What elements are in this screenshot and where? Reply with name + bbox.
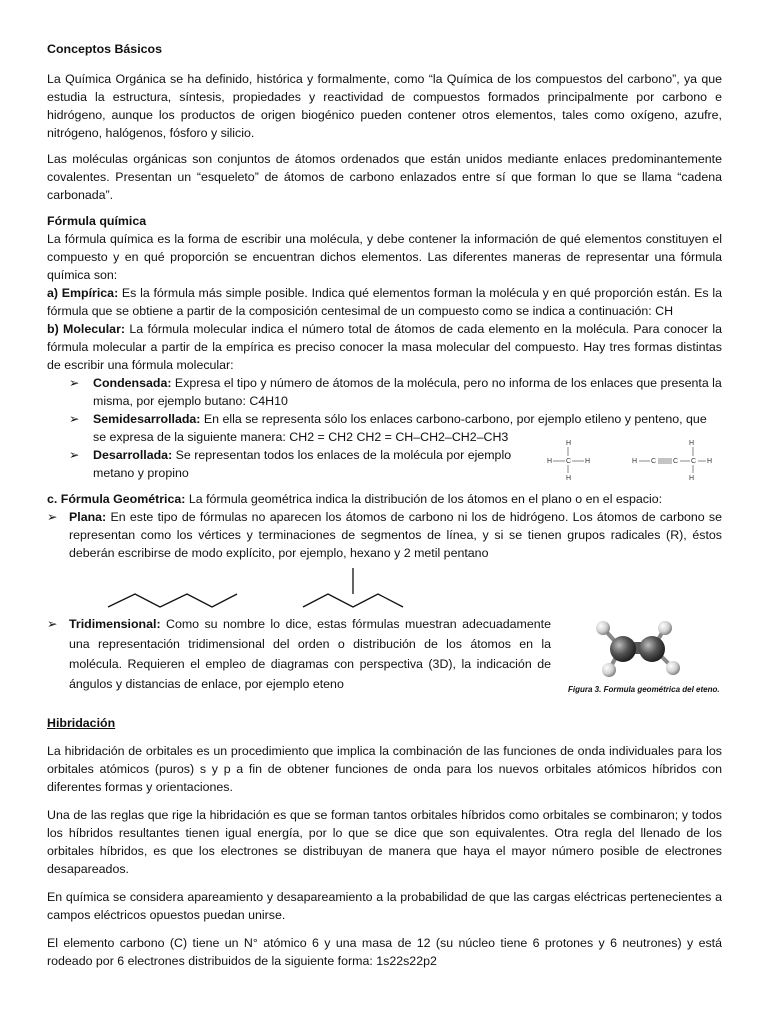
methylpentane-skeleton <box>303 594 403 607</box>
list-item-plana <box>47 508 722 562</box>
tridimensional-text: Como su nombre lo dice, estas fórmulas muestran adecuadamente una representación tridimensional del orden o distribución de los átomos en la molécula. Requieren el empleo de diagramas con perspectiva (3D), la indicación de ángulos y distancias de enlace, por ejemplo eteno <box>69 617 551 691</box>
hibridacion-paragraph-1: La hibridación de orbitales es un procedimiento que implica la combinación de las funciones de onda individuales para los orbitales atómicos (puros) s y p a fin de obtener funciones de onda para los nuevos orbitales atómicos híbridos con diferentes formas y orientaciones. <box>47 744 722 794</box>
atom-label: C <box>651 458 657 465</box>
atom-label: H <box>707 458 713 465</box>
condensada-label: Condensada: <box>93 376 172 390</box>
hibridacion-paragraph-2: Una de las reglas que rige la hibridación es que se forman tantos orbitales híbridos como orbitales se combinaron; y todos los híbridos resultantes tienen igual energía, por lo que se dice que son equivalentes. Otra regla del llenado de los orbitales híbridos, es que los electrones se distribuyan de manera que haya el mayor número posible de electrones desapareados. <box>47 808 722 876</box>
figure-caption: Figura 3. Formula geométrica del eteno. <box>568 685 720 694</box>
semidesarrollada-text: En ella se representa sólo los enlaces carbono-carbono, por ejemplo etileno y penteno, que se expresa de la siguiente manera: CH2 = CH2 CH2 = CH–CH2–CH2–CH3 <box>93 412 707 444</box>
atom-label: H <box>689 440 695 447</box>
molecular-paragraph <box>47 320 722 374</box>
arrow-bullet-icon: ➢ <box>47 510 58 524</box>
hibridacion-paragraph-3: En química se considera apareamiento y desapareamiento a la probabilidad de que las cargas eléctricas pertenecientes a campos eléctricos opuestos puedan unirse. <box>47 890 722 922</box>
hydrogen-atom <box>602 663 616 677</box>
formula-text: La fórmula química es la forma de escribir una molécula, y debe contener la información de qué elementos constituyen el compuesto y en qué proporción se encuentran dichos elementos. Las diferentes maneras de representar una fórmula química son: <box>47 232 722 282</box>
hydrogen-atom <box>596 621 610 635</box>
desarrollada-label: Desarrollada: <box>93 448 173 462</box>
atom-label: H <box>547 458 553 465</box>
atom-label: H <box>689 475 695 482</box>
arrow-bullet-icon: ➢ <box>69 448 80 462</box>
atom-label: H <box>632 458 638 465</box>
carbon-atom <box>639 636 665 662</box>
semidesarrollada-label: Semidesarrollada: <box>93 412 201 426</box>
atom-label: H <box>585 458 591 465</box>
desarrollada-formulas-diagram <box>540 436 720 486</box>
intro-paragraph-1: La Química Orgánica se ha definido, histórica y formalmente, como “la Química de los compuestos del carbono”, ya que estudia la estructura, síntesis, propiedades y reactividad de compuestos formados principalmente por carbono e hidrógeno, aunque los productos de origen biogénico pueden contener otros elementos, tales como oxígeno, azufre, nitrógeno, halógenos, fósforo y silicio. <box>47 72 722 140</box>
formula-heading: Fórmula química <box>47 214 147 228</box>
arrow-bullet-icon: ➢ <box>69 412 80 426</box>
tridimensional-label: Tridimensional: <box>69 617 161 631</box>
molecular-label: b) Molecular: <box>47 322 126 336</box>
molecular-text: La fórmula molecular indica el número total de átomos de cada elemento en la molécula. Para conocer la fórmula molecular a partir de la empírica es preciso conocer la masa molecular del compuesto. Hay tres formas distintas de escribir una fórmula molecular: <box>47 322 722 372</box>
atom-label: C <box>691 458 697 465</box>
geometrica-label: c. Fórmula Geométrica: <box>47 492 186 506</box>
intro-paragraph-2: Las moléculas orgánicas son conjuntos de átomos ordenados que están unidos mediante enlaces predominantemente covalentes. Presentan un “esqueleto” de átomos de carbono enlazados entre sí que forman lo que se llama “cadena carbonada”. <box>47 152 722 202</box>
atom-label: H <box>566 475 572 482</box>
hexane-skeleton <box>108 594 237 607</box>
atom-label: C <box>566 458 572 465</box>
list-item-tridimensional <box>47 614 551 694</box>
list-item-desarrollada <box>47 446 533 482</box>
geometrica-text: La fórmula geométrica indica la distribución de los átomos en el plano o en el espacio: <box>185 492 663 506</box>
skeletal-formulas-diagram <box>100 563 460 613</box>
empirica-paragraph <box>47 284 722 320</box>
ethene-3d-figure <box>585 612 695 684</box>
geometrica-paragraph <box>47 490 722 508</box>
hibridacion-heading: Hibridación <box>47 716 116 730</box>
arrow-bullet-icon: ➢ <box>69 376 80 390</box>
page-title: Conceptos Básicos <box>47 42 162 56</box>
plana-label: Plana: <box>69 510 107 524</box>
hydrogen-atom <box>658 621 672 635</box>
atom-label: C <box>673 458 679 465</box>
empirica-label: a) Empírica: <box>47 286 119 300</box>
atom-label: H <box>566 440 572 447</box>
hibridacion-paragraph-4: El elemento carbono (C) tiene un N° atómico 6 y una masa de 12 (su núcleo tiene 6 protones y 6 neutrones) y está rodeado por 6 electrones distribuidos de la siguiente forma: 1s22s22p2 <box>47 936 722 968</box>
arrow-bullet-icon: ➢ <box>47 617 58 631</box>
carbon-atom <box>610 636 636 662</box>
list-item-condensada <box>47 374 722 410</box>
hibridacion-section <box>47 714 722 970</box>
condensada-text: Expresa el tipo y número de átomos de la molécula, pero no informa de los enlaces que presenta la misma, por ejemplo butano: C4H10 <box>93 376 722 408</box>
plana-text: En este tipo de fórmulas no aparecen los átomos de carbono ni los de hidrógeno. Los átomos de carbono se representan como los vértices y terminaciones de segmentos de línea, y si se tienen grupos radicales (R), éstos deberán escribirse de modo explícito, por ejemplo, hexano y 2 metil pentano <box>69 510 722 560</box>
empirica-text: Es la fórmula más simple posible. Indica qué elementos forman la molécula y en qué proporción están. Es la fórmula que se obtiene a partir de la composición centesimal de un compuesto como se indica a continuación: CH <box>47 286 722 318</box>
hydrogen-atom <box>666 661 680 675</box>
desarrollada-text: Se representan todos los enlaces de la molécula por ejemplo metano y propino <box>93 448 512 480</box>
